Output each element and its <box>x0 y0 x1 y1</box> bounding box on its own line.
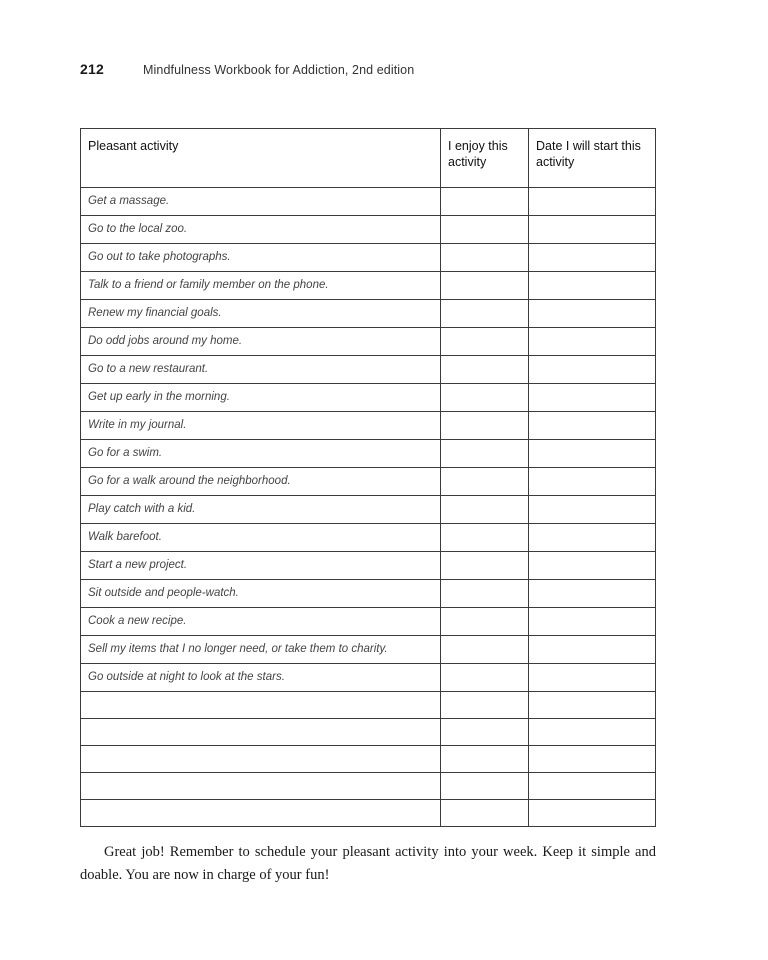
table-row <box>81 412 656 440</box>
enjoy-checkbox-cell[interactable] <box>441 692 529 719</box>
table-row <box>81 300 656 328</box>
activity-cell: Go out to take photographs. <box>81 244 441 272</box>
enjoy-checkbox-cell[interactable] <box>441 746 529 773</box>
activity-cell: Go for a walk around the neighborhood. <box>81 468 441 496</box>
table-row <box>81 440 656 468</box>
enjoy-checkbox-cell[interactable] <box>441 440 529 468</box>
enjoy-checkbox-cell[interactable] <box>441 412 529 440</box>
enjoy-checkbox-cell[interactable] <box>441 384 529 412</box>
activity-cell: Start a new project. <box>81 552 441 580</box>
activity-cell <box>81 773 441 800</box>
activity-cell: Walk barefoot. <box>81 524 441 552</box>
start-date-cell[interactable] <box>529 328 656 356</box>
table-row <box>81 608 656 636</box>
start-date-cell[interactable] <box>529 216 656 244</box>
activity-cell: Talk to a friend or family member on the phone. <box>81 272 441 300</box>
table-row <box>81 692 656 719</box>
pleasant-activities-table <box>80 128 656 827</box>
enjoy-checkbox-cell[interactable] <box>441 244 529 272</box>
enjoy-checkbox-cell[interactable] <box>441 580 529 608</box>
table-header-row <box>81 129 656 188</box>
start-date-cell[interactable] <box>529 468 656 496</box>
start-date-cell[interactable] <box>529 384 656 412</box>
table-row <box>81 746 656 773</box>
table-row <box>81 188 656 216</box>
start-date-cell[interactable] <box>529 188 656 216</box>
start-date-cell[interactable] <box>529 608 656 636</box>
activity-rows <box>81 188 656 827</box>
enjoy-checkbox-cell[interactable] <box>441 719 529 746</box>
table-row <box>81 244 656 272</box>
activity-cell: Play catch with a kid. <box>81 496 441 524</box>
start-date-cell[interactable] <box>529 524 656 552</box>
activity-cell <box>81 719 441 746</box>
table-row <box>81 552 656 580</box>
page-number: 212 <box>80 61 104 77</box>
start-date-cell[interactable] <box>529 664 656 692</box>
start-date-cell[interactable] <box>529 800 656 827</box>
header-start-date: Date I will start this activity <box>529 129 656 188</box>
enjoy-checkbox-cell[interactable] <box>441 496 529 524</box>
table-row <box>81 636 656 664</box>
enjoy-checkbox-cell[interactable] <box>441 188 529 216</box>
enjoy-checkbox-cell[interactable] <box>441 272 529 300</box>
start-date-cell[interactable] <box>529 496 656 524</box>
start-date-cell[interactable] <box>529 746 656 773</box>
start-date-cell[interactable] <box>529 244 656 272</box>
table-row <box>81 384 656 412</box>
activity-cell <box>81 692 441 719</box>
enjoy-checkbox-cell[interactable] <box>441 300 529 328</box>
header-enjoy-activity: I enjoy this activity <box>441 129 529 188</box>
enjoy-checkbox-cell[interactable] <box>441 800 529 827</box>
start-date-cell[interactable] <box>529 552 656 580</box>
start-date-cell[interactable] <box>529 356 656 384</box>
activity-cell: Renew my financial goals. <box>81 300 441 328</box>
activity-cell: Do odd jobs around my home. <box>81 328 441 356</box>
table-row <box>81 580 656 608</box>
book-title: Mindfulness Workbook for Addiction, 2nd edition <box>143 63 415 77</box>
activity-cell: Go for a swim. <box>81 440 441 468</box>
activity-cell: Go outside at night to look at the stars. <box>81 664 441 692</box>
activity-cell: Sell my items that I no longer need, or take them to charity. <box>81 636 441 664</box>
table-row <box>81 524 656 552</box>
activity-cell <box>81 800 441 827</box>
table-row <box>81 773 656 800</box>
start-date-cell[interactable] <box>529 580 656 608</box>
table-row <box>81 468 656 496</box>
table-row <box>81 800 656 827</box>
table-row <box>81 328 656 356</box>
start-date-cell[interactable] <box>529 773 656 800</box>
closing-paragraph: Great job! Remember to schedule your pleasant activity into your week. Keep it simple and doable. You are now in charge of your fun! <box>80 844 656 883</box>
start-date-cell[interactable] <box>529 692 656 719</box>
activity-cell: Write in my journal. <box>81 412 441 440</box>
enjoy-checkbox-cell[interactable] <box>441 552 529 580</box>
start-date-cell[interactable] <box>529 272 656 300</box>
start-date-cell[interactable] <box>529 412 656 440</box>
enjoy-checkbox-cell[interactable] <box>441 608 529 636</box>
enjoy-checkbox-cell[interactable] <box>441 773 529 800</box>
activity-cell: Get a massage. <box>81 188 441 216</box>
enjoy-checkbox-cell[interactable] <box>441 636 529 664</box>
activity-cell <box>81 746 441 773</box>
start-date-cell[interactable] <box>529 300 656 328</box>
enjoy-checkbox-cell[interactable] <box>441 356 529 384</box>
start-date-cell[interactable] <box>529 636 656 664</box>
table-row <box>81 664 656 692</box>
enjoy-checkbox-cell[interactable] <box>441 216 529 244</box>
start-date-cell[interactable] <box>529 440 656 468</box>
enjoy-checkbox-cell[interactable] <box>441 524 529 552</box>
enjoy-checkbox-cell[interactable] <box>441 664 529 692</box>
table-row <box>81 496 656 524</box>
table-row <box>81 719 656 746</box>
header-pleasant-activity: Pleasant activity <box>81 129 441 188</box>
table-row <box>81 356 656 384</box>
running-head <box>80 61 414 81</box>
activity-cell: Cook a new recipe. <box>81 608 441 636</box>
start-date-cell[interactable] <box>529 719 656 746</box>
activity-cell: Sit outside and people-watch. <box>81 580 441 608</box>
activity-cell: Get up early in the morning. <box>81 384 441 412</box>
table-row <box>81 216 656 244</box>
activity-cell: Go to a new restaurant. <box>81 356 441 384</box>
activity-cell: Go to the local zoo. <box>81 216 441 244</box>
table-row <box>81 272 656 300</box>
enjoy-checkbox-cell[interactable] <box>441 328 529 356</box>
enjoy-checkbox-cell[interactable] <box>441 468 529 496</box>
